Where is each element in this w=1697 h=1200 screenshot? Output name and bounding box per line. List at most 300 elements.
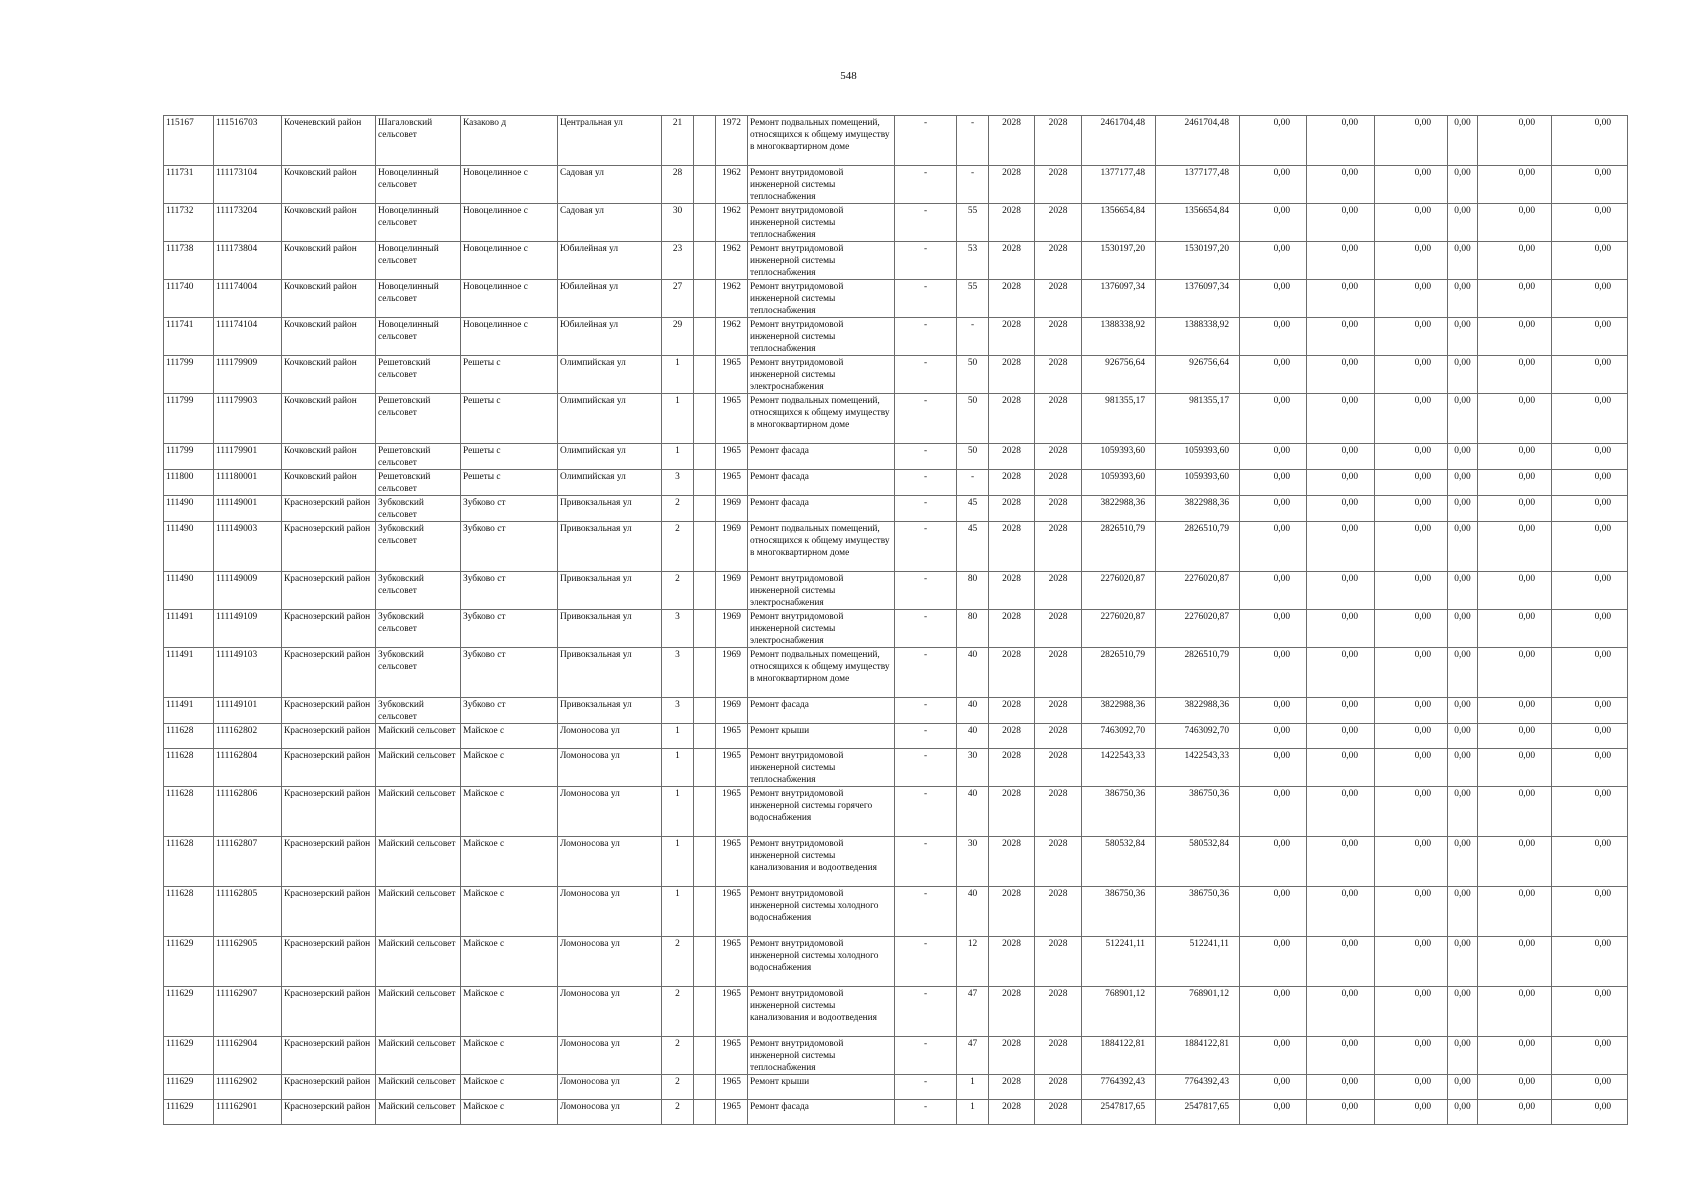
street-name: Ломоносова ул: [558, 937, 662, 987]
param-b: 1: [957, 1100, 989, 1125]
value-5: 0,00: [1478, 698, 1552, 724]
value-5: 0,00: [1478, 166, 1552, 204]
district-name: Кочковский район: [282, 318, 376, 356]
value-3: 0,00: [1375, 496, 1448, 522]
row-id: 111629: [164, 1100, 214, 1125]
plan-year-start: 2028: [989, 749, 1035, 787]
house-number: 3: [662, 470, 694, 496]
work-type: Ремонт внутридомовой инженерной системы теплоснабжения: [748, 280, 895, 318]
total-cost: 2276020,87: [1082, 610, 1156, 648]
district-name: Кочковский район: [282, 356, 376, 394]
row-id: 111491: [164, 610, 214, 648]
plan-year-end: 2028: [1035, 1037, 1082, 1075]
fund-cost: 7764392,43: [1156, 1075, 1240, 1100]
param-b: 45: [957, 522, 989, 572]
value-5: 0,00: [1478, 648, 1552, 698]
fund-cost: 1059393,60: [1156, 444, 1240, 470]
param-a: -: [895, 787, 957, 837]
street-name: Ломоносова ул: [558, 749, 662, 787]
value-6: 0,00: [1552, 987, 1628, 1037]
value-1: 0,00: [1240, 1075, 1307, 1100]
row-id: 111628: [164, 787, 214, 837]
param-a: -: [895, 572, 957, 610]
plan-year-start: 2028: [989, 1037, 1035, 1075]
value-6: 0,00: [1552, 318, 1628, 356]
value-5: 0,00: [1478, 1075, 1552, 1100]
table-row: [164, 116, 1628, 166]
row-id: 111628: [164, 749, 214, 787]
settlement-name: Зубковский сельсовет: [376, 522, 461, 572]
work-code: 111173204: [214, 204, 282, 242]
house-number: 29: [662, 318, 694, 356]
value-4: 0,00: [1448, 887, 1478, 937]
value-6: 0,00: [1552, 166, 1628, 204]
param-a: -: [895, 1075, 957, 1100]
table-row: [164, 470, 1628, 496]
plan-year-end: 2028: [1035, 204, 1082, 242]
value-2: 0,00: [1307, 698, 1375, 724]
value-5: 0,00: [1478, 356, 1552, 394]
param-b: 80: [957, 572, 989, 610]
value-5: 0,00: [1478, 749, 1552, 787]
value-6: 0,00: [1552, 1075, 1628, 1100]
value-3: 0,00: [1375, 1100, 1448, 1125]
value-3: 0,00: [1375, 572, 1448, 610]
house-number: 1: [662, 787, 694, 837]
fund-cost: 768901,12: [1156, 987, 1240, 1037]
work-type: Ремонт внутридомовой инженерной системы теплоснабжения: [748, 749, 895, 787]
plan-year-start: 2028: [989, 280, 1035, 318]
house-number: 28: [662, 166, 694, 204]
value-6: 0,00: [1552, 698, 1628, 724]
param-a: -: [895, 242, 957, 280]
work-type: Ремонт внутридомовой инженерной системы теплоснабжения: [748, 204, 895, 242]
fund-cost: 1422543,33: [1156, 749, 1240, 787]
building-letter: [694, 887, 716, 937]
param-b: 40: [957, 887, 989, 937]
settlement-name: Зубковский сельсовет: [376, 610, 461, 648]
plan-year-end: 2028: [1035, 280, 1082, 318]
build-year: 1962: [716, 280, 748, 318]
param-a: -: [895, 116, 957, 166]
table-row: [164, 572, 1628, 610]
house-number: 1: [662, 444, 694, 470]
fund-cost: 580532,84: [1156, 837, 1240, 887]
street-name: Садовая ул: [558, 204, 662, 242]
param-a: -: [895, 394, 957, 444]
param-a: -: [895, 887, 957, 937]
house-number: 1: [662, 356, 694, 394]
value-4: 0,00: [1448, 116, 1478, 166]
work-code: 111162804: [214, 749, 282, 787]
work-type: Ремонт внутридомовой инженерной системы канализования и водоотведения: [748, 987, 895, 1037]
plan-year-start: 2028: [989, 318, 1035, 356]
district-name: Кочковский район: [282, 280, 376, 318]
value-5: 0,00: [1478, 1100, 1552, 1125]
district-name: Краснозерский район: [282, 1075, 376, 1100]
value-2: 0,00: [1307, 496, 1375, 522]
value-6: 0,00: [1552, 887, 1628, 937]
value-4: 0,00: [1448, 698, 1478, 724]
param-b: 30: [957, 837, 989, 887]
param-b: 47: [957, 987, 989, 1037]
build-year: 1965: [716, 1075, 748, 1100]
fund-cost: 2276020,87: [1156, 610, 1240, 648]
value-3: 0,00: [1375, 787, 1448, 837]
plan-year-end: 2028: [1035, 937, 1082, 987]
street-name: Привокзальная ул: [558, 572, 662, 610]
work-code: 111174104: [214, 318, 282, 356]
plan-year-start: 2028: [989, 648, 1035, 698]
table-row: [164, 1037, 1628, 1075]
value-3: 0,00: [1375, 987, 1448, 1037]
build-year: 1965: [716, 724, 748, 749]
value-6: 0,00: [1552, 787, 1628, 837]
locality-name: Зубково ст: [461, 698, 558, 724]
table-row: [164, 749, 1628, 787]
value-6: 0,00: [1552, 242, 1628, 280]
row-id: 111732: [164, 204, 214, 242]
building-letter: [694, 1037, 716, 1075]
street-name: Привокзальная ул: [558, 698, 662, 724]
street-name: Юбилейная ул: [558, 242, 662, 280]
building-letter: [694, 987, 716, 1037]
value-4: 0,00: [1448, 787, 1478, 837]
district-name: Краснозерский район: [282, 522, 376, 572]
build-year: 1965: [716, 887, 748, 937]
param-b: -: [957, 166, 989, 204]
fund-cost: 1377177,48: [1156, 166, 1240, 204]
house-number: 1: [662, 837, 694, 887]
building-letter: [694, 116, 716, 166]
locality-name: Майское с: [461, 724, 558, 749]
build-year: 1965: [716, 787, 748, 837]
building-letter: [694, 280, 716, 318]
work-code: 111162902: [214, 1075, 282, 1100]
locality-name: Новоцелинное с: [461, 318, 558, 356]
locality-name: Майское с: [461, 887, 558, 937]
locality-name: Зубково ст: [461, 522, 558, 572]
street-name: Садовая ул: [558, 166, 662, 204]
house-number: 1: [662, 394, 694, 444]
table-row: [164, 724, 1628, 749]
locality-name: Зубково ст: [461, 648, 558, 698]
build-year: 1972: [716, 116, 748, 166]
param-b: -: [957, 470, 989, 496]
plan-year-start: 2028: [989, 242, 1035, 280]
fund-cost: 926756,64: [1156, 356, 1240, 394]
value-2: 0,00: [1307, 749, 1375, 787]
plan-year-start: 2028: [989, 444, 1035, 470]
locality-name: Новоцелинное с: [461, 204, 558, 242]
building-letter: [694, 698, 716, 724]
value-5: 0,00: [1478, 204, 1552, 242]
work-type: Ремонт внутридомовой инженерной системы холодного водоснабжения: [748, 937, 895, 987]
value-4: 0,00: [1448, 394, 1478, 444]
settlement-name: Майский сельсовет: [376, 987, 461, 1037]
fund-cost: 1376097,34: [1156, 280, 1240, 318]
table-row: [164, 204, 1628, 242]
table-row: [164, 318, 1628, 356]
house-number: 2: [662, 572, 694, 610]
plan-year-end: 2028: [1035, 837, 1082, 887]
row-id: 111629: [164, 1037, 214, 1075]
value-4: 0,00: [1448, 610, 1478, 648]
param-a: -: [895, 1100, 957, 1125]
locality-name: Зубково ст: [461, 496, 558, 522]
row-id: 111628: [164, 724, 214, 749]
value-5: 0,00: [1478, 444, 1552, 470]
param-a: -: [895, 698, 957, 724]
locality-name: Майское с: [461, 1037, 558, 1075]
plan-year-start: 2028: [989, 724, 1035, 749]
building-letter: [694, 749, 716, 787]
row-id: 111731: [164, 166, 214, 204]
value-3: 0,00: [1375, 116, 1448, 166]
work-code: 111149101: [214, 698, 282, 724]
value-1: 0,00: [1240, 698, 1307, 724]
value-2: 0,00: [1307, 1075, 1375, 1100]
total-cost: 7463092,70: [1082, 724, 1156, 749]
value-4: 0,00: [1448, 280, 1478, 318]
total-cost: 926756,64: [1082, 356, 1156, 394]
work-code: 111179901: [214, 444, 282, 470]
plan-year-end: 2028: [1035, 394, 1082, 444]
value-1: 0,00: [1240, 724, 1307, 749]
value-3: 0,00: [1375, 280, 1448, 318]
locality-name: Майское с: [461, 787, 558, 837]
value-4: 0,00: [1448, 444, 1478, 470]
param-b: 55: [957, 204, 989, 242]
house-number: 27: [662, 280, 694, 318]
build-year: 1965: [716, 987, 748, 1037]
total-cost: 1530197,20: [1082, 242, 1156, 280]
row-id: 111490: [164, 522, 214, 572]
value-2: 0,00: [1307, 648, 1375, 698]
value-2: 0,00: [1307, 987, 1375, 1037]
total-cost: 981355,17: [1082, 394, 1156, 444]
param-b: 40: [957, 787, 989, 837]
building-letter: [694, 470, 716, 496]
work-code: 111149003: [214, 522, 282, 572]
table-row: [164, 987, 1628, 1037]
value-5: 0,00: [1478, 470, 1552, 496]
total-cost: 2826510,79: [1082, 648, 1156, 698]
plan-year-end: 2028: [1035, 648, 1082, 698]
value-3: 0,00: [1375, 837, 1448, 887]
value-1: 0,00: [1240, 1037, 1307, 1075]
locality-name: Казаково д: [461, 116, 558, 166]
district-name: Краснозерский район: [282, 987, 376, 1037]
street-name: Юбилейная ул: [558, 280, 662, 318]
value-4: 0,00: [1448, 470, 1478, 496]
district-name: Кочковский район: [282, 394, 376, 444]
param-a: -: [895, 1037, 957, 1075]
settlement-name: Майский сельсовет: [376, 724, 461, 749]
house-number: 23: [662, 242, 694, 280]
fund-cost: 2826510,79: [1156, 522, 1240, 572]
build-year: 1969: [716, 496, 748, 522]
work-type: Ремонт внутридомовой инженерной системы электроснабжения: [748, 610, 895, 648]
param-b: 30: [957, 749, 989, 787]
value-4: 0,00: [1448, 1075, 1478, 1100]
value-3: 0,00: [1375, 204, 1448, 242]
district-name: Краснозерский район: [282, 610, 376, 648]
value-6: 0,00: [1552, 1100, 1628, 1125]
param-a: -: [895, 749, 957, 787]
plan-year-end: 2028: [1035, 356, 1082, 394]
param-b: 40: [957, 648, 989, 698]
building-letter: [694, 444, 716, 470]
district-name: Кочковский район: [282, 166, 376, 204]
param-b: -: [957, 116, 989, 166]
value-6: 0,00: [1552, 572, 1628, 610]
fund-cost: 2826510,79: [1156, 648, 1240, 698]
value-1: 0,00: [1240, 987, 1307, 1037]
value-4: 0,00: [1448, 242, 1478, 280]
value-4: 0,00: [1448, 318, 1478, 356]
plan-year-end: 2028: [1035, 444, 1082, 470]
build-year: 1969: [716, 522, 748, 572]
total-cost: 3822988,36: [1082, 698, 1156, 724]
value-5: 0,00: [1478, 242, 1552, 280]
value-2: 0,00: [1307, 610, 1375, 648]
settlement-name: Майский сельсовет: [376, 787, 461, 837]
locality-name: Майское с: [461, 837, 558, 887]
work-type: Ремонт внутридомовой инженерной системы холодного водоснабжения: [748, 887, 895, 937]
plan-year-end: 2028: [1035, 166, 1082, 204]
value-3: 0,00: [1375, 356, 1448, 394]
plan-year-start: 2028: [989, 987, 1035, 1037]
work-type: Ремонт подвальных помещений, относящихся к общему имуществу в многоквартирном доме: [748, 648, 895, 698]
value-3: 0,00: [1375, 1075, 1448, 1100]
value-1: 0,00: [1240, 496, 1307, 522]
district-name: Краснозерский район: [282, 1037, 376, 1075]
row-id: 111741: [164, 318, 214, 356]
value-4: 0,00: [1448, 724, 1478, 749]
plan-year-start: 2028: [989, 1075, 1035, 1100]
locality-name: Решеты с: [461, 470, 558, 496]
param-b: 50: [957, 394, 989, 444]
value-2: 0,00: [1307, 1037, 1375, 1075]
settlement-name: Зубковский сельсовет: [376, 496, 461, 522]
work-code: 111162807: [214, 837, 282, 887]
value-3: 0,00: [1375, 937, 1448, 987]
district-name: Краснозерский район: [282, 648, 376, 698]
value-6: 0,00: [1552, 470, 1628, 496]
street-name: Олимпийская ул: [558, 470, 662, 496]
plan-year-end: 2028: [1035, 522, 1082, 572]
value-6: 0,00: [1552, 280, 1628, 318]
building-letter: [694, 787, 716, 837]
house-number: 2: [662, 496, 694, 522]
total-cost: 2461704,48: [1082, 116, 1156, 166]
repair-registry-table: [163, 115, 1628, 1125]
house-number: 2: [662, 522, 694, 572]
build-year: 1969: [716, 698, 748, 724]
row-id: 111628: [164, 887, 214, 937]
value-2: 0,00: [1307, 394, 1375, 444]
page-number: 548: [840, 70, 857, 82]
total-cost: 1422543,33: [1082, 749, 1156, 787]
build-year: 1962: [716, 242, 748, 280]
row-id: 111629: [164, 1075, 214, 1100]
param-a: -: [895, 496, 957, 522]
fund-cost: 3822988,36: [1156, 496, 1240, 522]
work-code: 111173104: [214, 166, 282, 204]
locality-name: Решеты с: [461, 444, 558, 470]
street-name: Ломоносова ул: [558, 837, 662, 887]
fund-cost: 2276020,87: [1156, 572, 1240, 610]
fund-cost: 1884122,81: [1156, 1037, 1240, 1075]
work-code: 111162805: [214, 887, 282, 937]
plan-year-end: 2028: [1035, 318, 1082, 356]
value-6: 0,00: [1552, 749, 1628, 787]
settlement-name: Зубковский сельсовет: [376, 648, 461, 698]
district-name: Краснозерский район: [282, 698, 376, 724]
plan-year-start: 2028: [989, 1100, 1035, 1125]
build-year: 1965: [716, 1100, 748, 1125]
street-name: Ломоносова ул: [558, 887, 662, 937]
value-4: 0,00: [1448, 837, 1478, 887]
house-number: 30: [662, 204, 694, 242]
plan-year-start: 2028: [989, 116, 1035, 166]
work-type: Ремонт крыши: [748, 724, 895, 749]
value-2: 0,00: [1307, 937, 1375, 987]
locality-name: Майское с: [461, 937, 558, 987]
value-5: 0,00: [1478, 280, 1552, 318]
table-row: [164, 394, 1628, 444]
total-cost: 1356654,84: [1082, 204, 1156, 242]
street-name: Ломоносова ул: [558, 1075, 662, 1100]
value-3: 0,00: [1375, 242, 1448, 280]
street-name: Привокзальная ул: [558, 496, 662, 522]
plan-year-end: 2028: [1035, 1100, 1082, 1125]
value-2: 0,00: [1307, 356, 1375, 394]
build-year: 1969: [716, 648, 748, 698]
work-code: 111162907: [214, 987, 282, 1037]
value-1: 0,00: [1240, 610, 1307, 648]
value-6: 0,00: [1552, 648, 1628, 698]
work-type: Ремонт фасада: [748, 698, 895, 724]
value-2: 0,00: [1307, 470, 1375, 496]
locality-name: Новоцелинное с: [461, 280, 558, 318]
value-1: 0,00: [1240, 1100, 1307, 1125]
street-name: Олимпийская ул: [558, 394, 662, 444]
building-letter: [694, 522, 716, 572]
total-cost: 768901,12: [1082, 987, 1156, 1037]
build-year: 1965: [716, 356, 748, 394]
value-4: 0,00: [1448, 166, 1478, 204]
plan-year-start: 2028: [989, 166, 1035, 204]
value-5: 0,00: [1478, 724, 1552, 749]
row-id: 111629: [164, 987, 214, 1037]
value-1: 0,00: [1240, 356, 1307, 394]
value-2: 0,00: [1307, 204, 1375, 242]
value-4: 0,00: [1448, 496, 1478, 522]
row-id: 111628: [164, 837, 214, 887]
value-6: 0,00: [1552, 610, 1628, 648]
build-year: 1969: [716, 572, 748, 610]
settlement-name: Майский сельсовет: [376, 1100, 461, 1125]
work-type: Ремонт крыши: [748, 1075, 895, 1100]
table-row: [164, 887, 1628, 937]
work-code: 111179909: [214, 356, 282, 394]
value-6: 0,00: [1552, 444, 1628, 470]
work-code: 111179903: [214, 394, 282, 444]
house-number: 2: [662, 987, 694, 1037]
value-6: 0,00: [1552, 837, 1628, 887]
